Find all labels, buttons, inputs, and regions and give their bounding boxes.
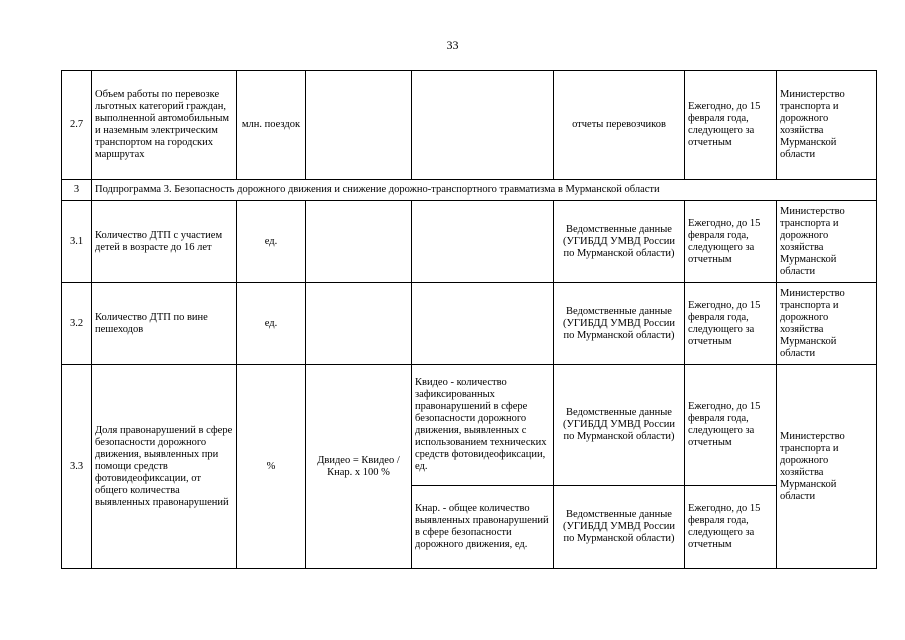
formula-cell [306, 71, 412, 180]
table-row-3-3 [62, 365, 877, 486]
table-row-3-2 [62, 283, 877, 365]
page-number: 33 [446, 38, 459, 52]
description-cell: Квидео - количество зафиксированных правонарушений в сфере безопасности дорожного движения, выявленных с использованием технических средств фотовидеофиксации, ед. [412, 365, 554, 486]
responsible-cell: Министерство транспорта и дорожного хозяйства Мурманской области [777, 283, 877, 365]
source-cell: Ведомственные данные (УГИБДД УМВД России по Мурманской области) [554, 283, 685, 365]
indicator-name: Объем работы по перевозке льготных категорий граждан, выполненной автомобильным и наземным электрическим транспортом на городских маршрутах [92, 71, 237, 180]
formula-cell: Двидео = Квидео / Кнар. х 100 % [306, 365, 412, 569]
responsible-cell: Министерство транспорта и дорожного хозяйства Мурманской области [777, 365, 877, 569]
description-cell [412, 71, 554, 180]
indicators-table [61, 70, 877, 569]
table-row-3-1 [62, 201, 877, 283]
period-cell: Ежегодно, до 15 февраля года, следующего за отчетным [685, 71, 777, 180]
source-cell: Ведомственные данные (УГИБДД УМВД России по Мурманской области) [554, 486, 685, 569]
unit-cell: ед. [237, 201, 306, 283]
description-cell [412, 283, 554, 365]
source-cell: Ведомственные данные (УГИБДД УМВД России по Мурманской области) [554, 365, 685, 486]
subprogram-title: Подпрограмма 3. Безопасность дорожного движения и снижение дорожно-транспортного травматизма в Мурманской области [92, 180, 877, 201]
unit-cell: % [237, 365, 306, 569]
table-row-2-7 [62, 71, 877, 180]
description-cell: Кнар. - общее количество выявленных правонарушений в сфере безопасности дорожного движения, ед. [412, 486, 554, 569]
row-number: 3 [62, 180, 92, 201]
row-number: 3.2 [62, 283, 92, 365]
responsible-cell: Министерство транспорта и дорожного хозяйства Мурманской области [777, 71, 877, 180]
indicator-name: Количество ДТП по вине пешеходов [92, 283, 237, 365]
responsible-cell: Министерство транспорта и дорожного хозяйства Мурманской области [777, 201, 877, 283]
row-number: 3.3 [62, 365, 92, 569]
indicator-name: Количество ДТП с участием детей в возрасте до 16 лет [92, 201, 237, 283]
table-row-subprogram-3 [62, 180, 877, 201]
description-cell [412, 201, 554, 283]
period-cell: Ежегодно, до 15 февраля года, следующего за отчетным [685, 365, 777, 486]
formula-cell [306, 283, 412, 365]
period-cell: Ежегодно, до 15 февраля года, следующего за отчетным [685, 486, 777, 569]
unit-cell: ед. [237, 283, 306, 365]
formula-cell [306, 201, 412, 283]
period-cell: Ежегодно, до 15 февраля года, следующего за отчетным [685, 201, 777, 283]
row-number: 2.7 [62, 71, 92, 180]
source-cell: Ведомственные данные (УГИБДД УМВД России по Мурманской области) [554, 201, 685, 283]
source-cell: отчеты перевозчиков [554, 71, 685, 180]
unit-cell: млн. поездок [237, 71, 306, 180]
indicator-name: Доля правонарушений в сфере безопасности дорожного движения, выявленных при помощи средств фотовидеофиксации, от общего количества выявленных правонарушений [92, 365, 237, 569]
row-number: 3.1 [62, 201, 92, 283]
period-cell: Ежегодно, до 15 февраля года, следующего за отчетным [685, 283, 777, 365]
